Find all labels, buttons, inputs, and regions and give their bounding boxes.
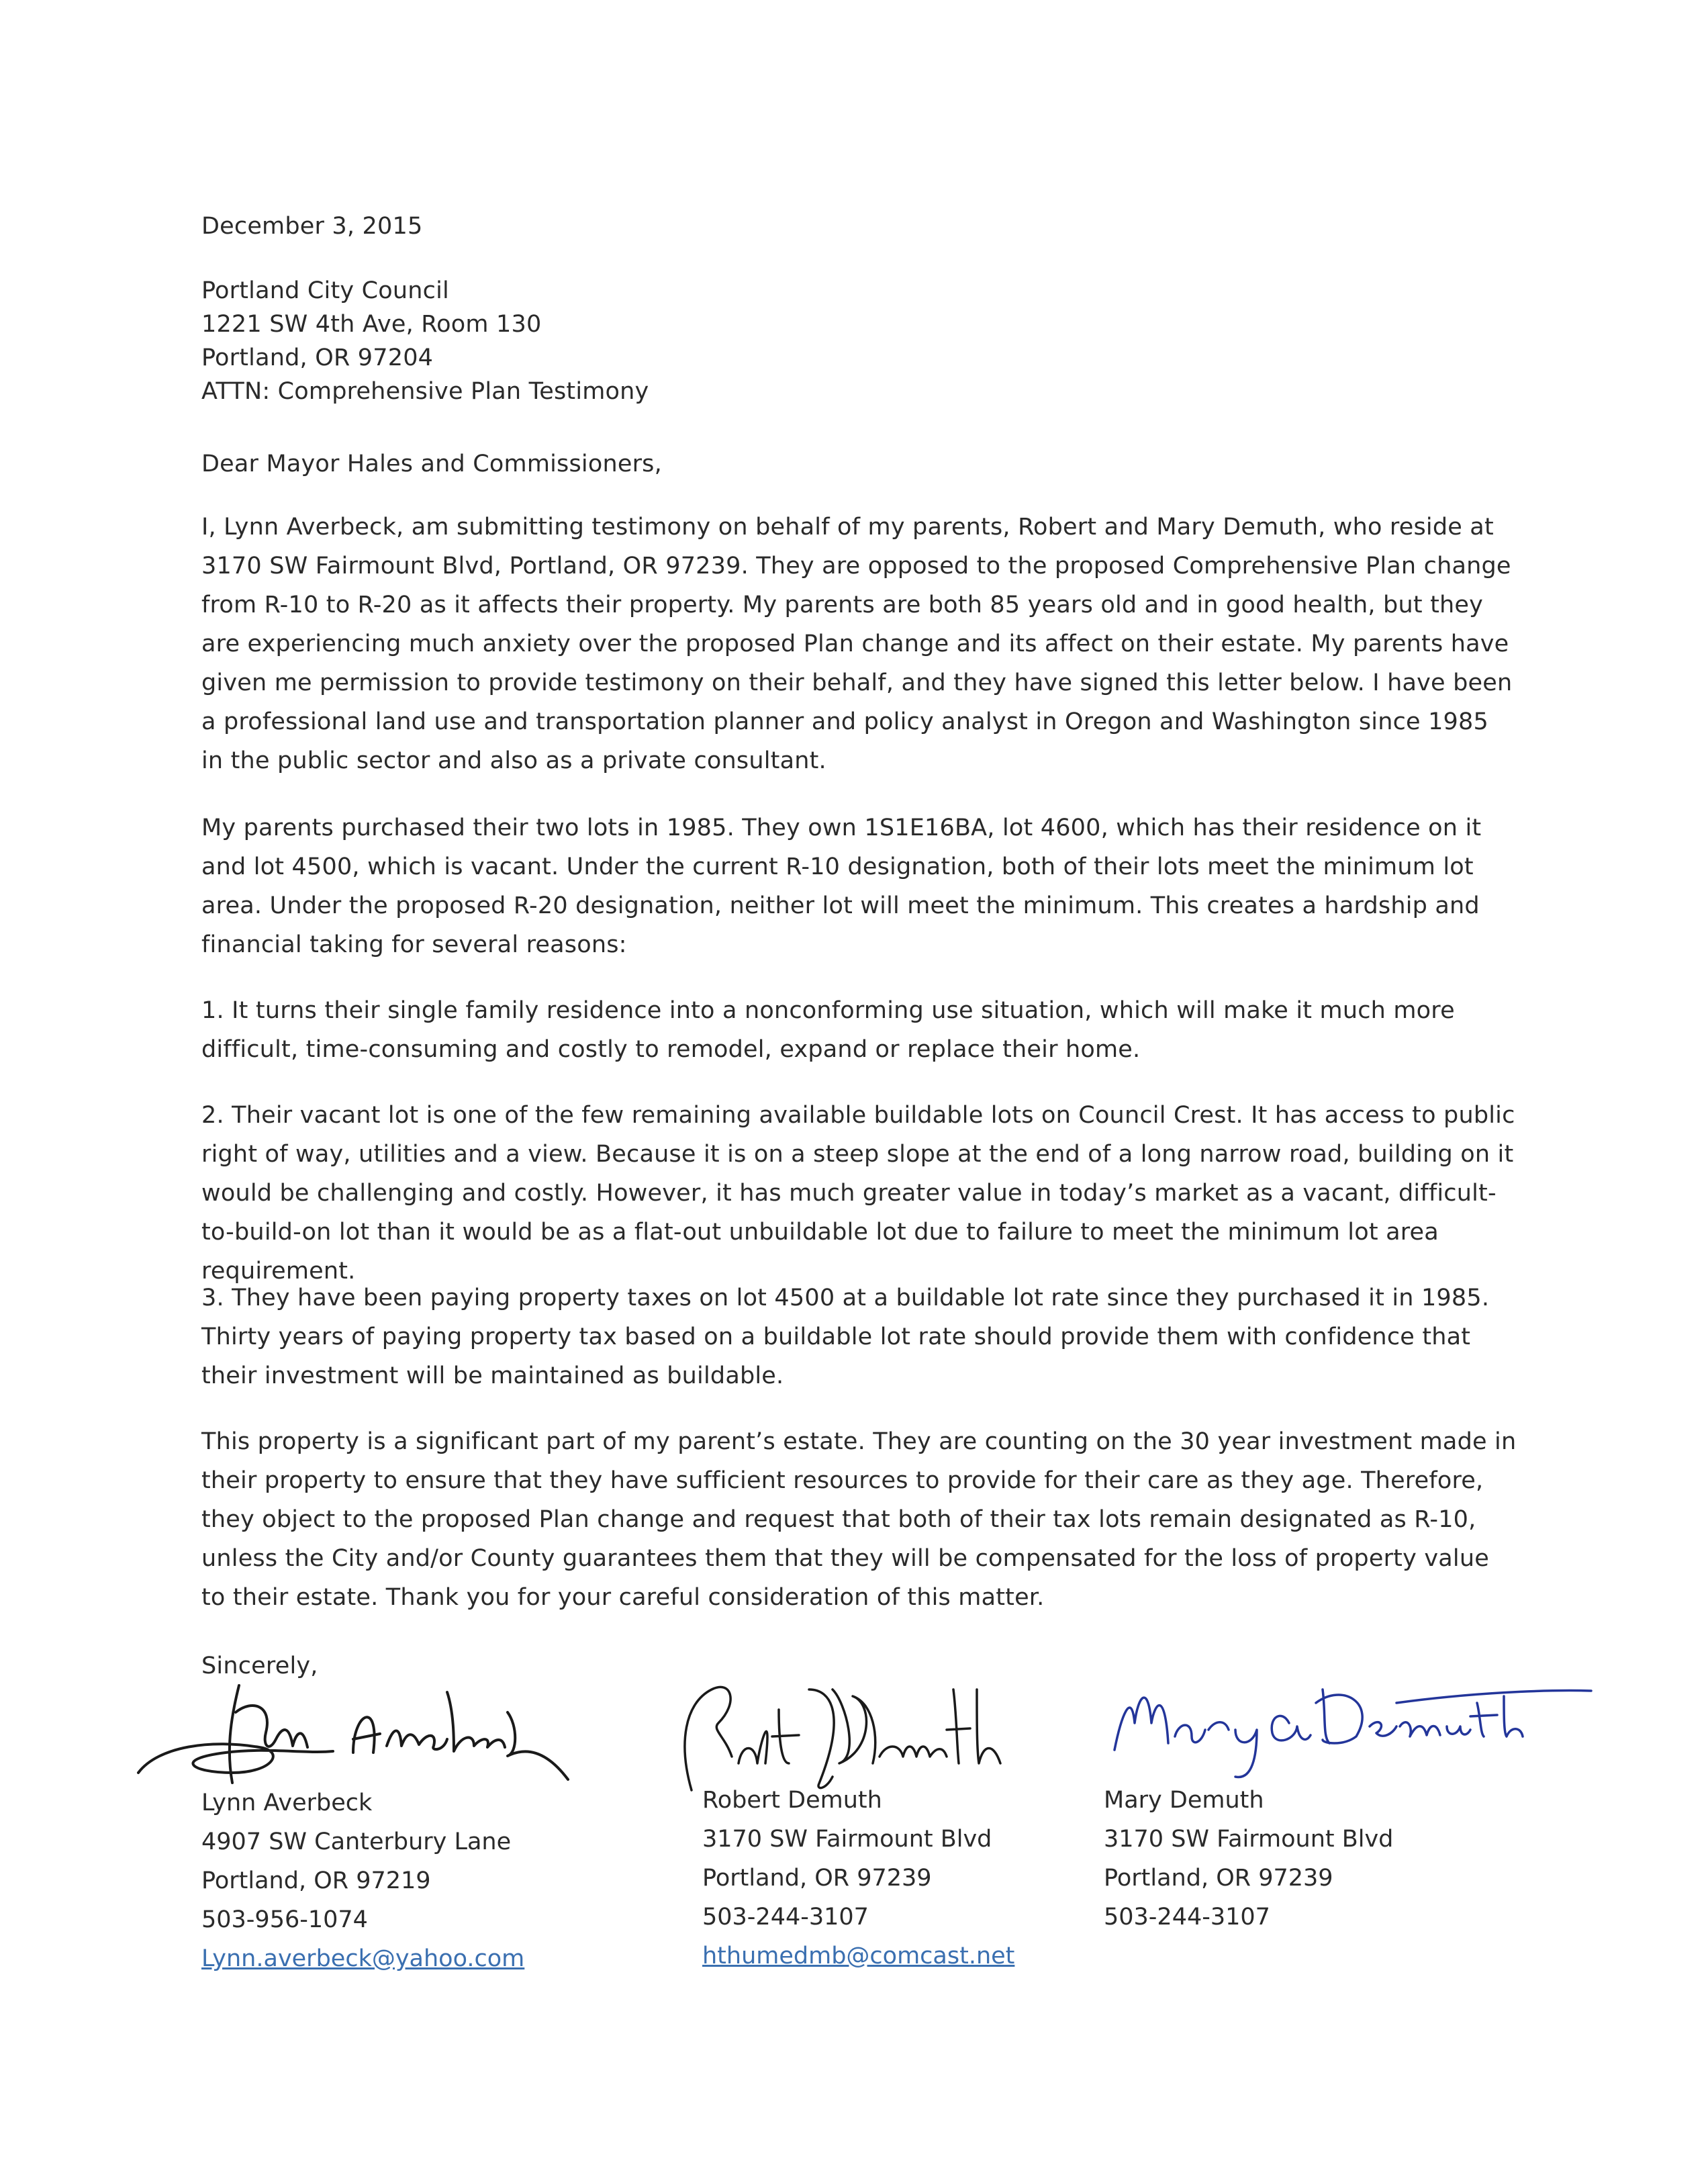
body-paragraph: 1. It turns their single family residence into a nonconforming use situation, which will make it much more difficult, time-consuming and costly to remodel, expand or replace their home. [201, 997, 1455, 1063]
recipient-address [201, 274, 1517, 408]
body-paragraph: My parents purchased their two lots in 1985. They own 1S1E16BA, lot 4600, which has their residence on it and lot 4500, which is vacant. Under the current R-10 designation, both of their lots meet the minimum lot area. Under the proposed R-20 designation, neither lot will meet the minimum. This creates a hardship and financial taking for several reasons: [201, 815, 1482, 958]
signer-phone: 503-244-3107 [702, 1904, 869, 1931]
body-paragraph: I, Lynn Averbeck, am submitting testimony on behalf of my parents, Robert and Mary Demuth, who reside at 3170 SW Fairmount Blvd, Portland, OR 97239. They are opposed to the proposed Comprehensive Plan change from R-10 to R-20 as it affects their property. My parents are both 85 years old and in good health, but they are experiencing much anxiety over the proposed Plan change and its affect on their estate. My parents have given me permission to provide testimony on their behalf, and they have signed this letter below. I have been a professional land use and transportation planner and policy analyst in Oregon and Washington since 1985 in the public sector and also as a private consultant. [201, 514, 1513, 774]
recipient-street: 1221 SW 4th Ave, Room 130 [201, 311, 542, 338]
body-paragraph: 3. They have been paying property taxes on lot 4500 at a buildable lot rate since they purchased it in 1985. Thirty years of paying property tax based on a buildable lot rate should provide them with confidence that their investment will be maintained as buildable. [201, 1285, 1490, 1389]
signature-robert-demuth [671, 1663, 1021, 1797]
letter-date: December 3, 2015 [201, 213, 423, 240]
closing: Sincerely, [201, 1653, 318, 1679]
recipient-name: Portland City Council [201, 277, 449, 304]
signer-phone: 503-244-3107 [1104, 1904, 1270, 1931]
signer-city: Portland, OR 97219 [201, 1867, 431, 1894]
signer-phone: 503-956-1074 [201, 1906, 368, 1933]
recipient-city: Portland, OR 97204 [201, 344, 434, 371]
signer-street: 4907 SW Canterbury Lane [201, 1828, 512, 1855]
signer-block-lynn [201, 1783, 524, 1978]
recipient-attn: ATTN: Comprehensive Plan Testimony [201, 378, 649, 405]
signer-city: Portland, OR 97239 [702, 1865, 932, 1892]
signer-street: 3170 SW Fairmount Blvd [1104, 1826, 1394, 1853]
body-paragraph: This property is a significant part of my parent’s estate. They are counting on the 30 year investment made in their property to ensure that they have sufficient resources to provide for their care as they age. Therefore, they object to the proposed Plan change and request that both of their tax lots remain designated as R-10, unless the City and/or County guarantees them that they will be compensated for the loss of property value to their estate. Thank you for your careful consideration of this matter. [201, 1428, 1517, 1611]
signer-name: Robert Demuth [702, 1787, 882, 1814]
signer-email-link[interactable]: Lynn.averbeck@yahoo.com [201, 1945, 525, 1972]
body-paragraph: 2. Their vacant lot is one of the few remaining available buildable lots on Council Crest. It has access to public right of way, utilities and a view. Because it is on a steep slope at the end of a long narrow road, building on it would be challenging and costly. However, it has much greater value in today’s market as a vacant, difficult-to-build-on lot than it would be as a flat-out unbuildable lot due to failure to meet the minimum lot area requirement. [201, 1102, 1515, 1285]
signer-street: 3170 SW Fairmount Blvd [702, 1826, 992, 1853]
signer-email-link[interactable]: hthumedmb@comcast.net [702, 1943, 1015, 1969]
signer-city: Portland, OR 97239 [1104, 1865, 1333, 1892]
signer-name: Lynn Averbeck [201, 1790, 373, 1816]
signature-lynn-averbeck [132, 1672, 588, 1793]
salutation: Dear Mayor Hales and Commissioners, [201, 451, 662, 477]
signer-block-mary [1104, 1781, 1393, 1937]
signature-mary-demuth [1101, 1663, 1598, 1783]
signer-name: Mary Demuth [1104, 1787, 1264, 1814]
signer-block-robert [702, 1781, 1014, 1976]
